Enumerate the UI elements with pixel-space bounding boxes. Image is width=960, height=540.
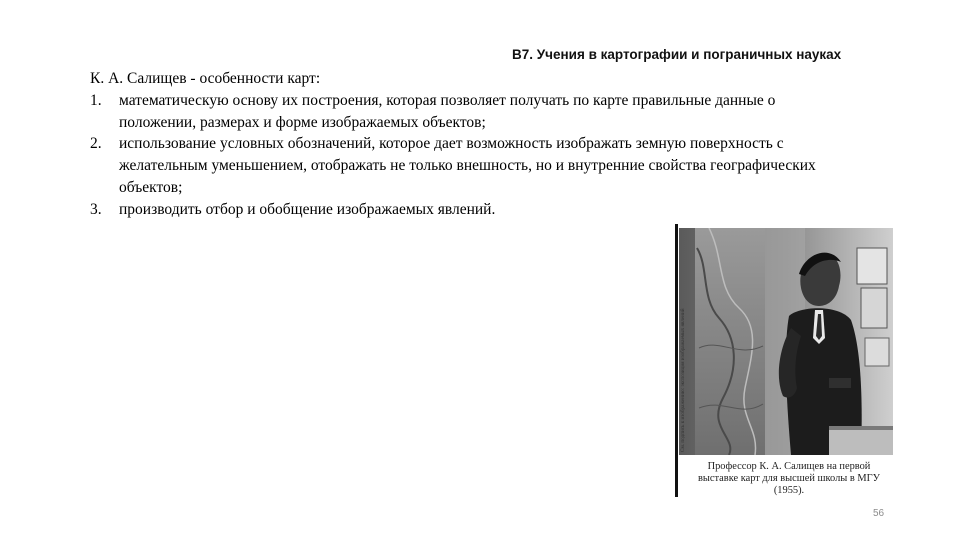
feature-list xyxy=(90,90,850,221)
list-number: 3. xyxy=(90,200,102,218)
intro-line: К. А. Салищев - особенности карт: xyxy=(90,70,321,87)
list-item xyxy=(90,199,850,221)
list-item-text: использование условных обозначений, которое дает возможность изображать земную поверхность с желательным уменьшением, отображать не только внешность, но и внутренние свойства географических объектов; xyxy=(119,135,816,196)
list-number: 1. xyxy=(90,91,102,109)
caption-line-2: выставке карт для высшей школы в МГУ xyxy=(698,473,880,484)
photo-figure xyxy=(675,224,893,497)
photo-illustration xyxy=(679,228,893,455)
caption-line-3: (1955). xyxy=(773,485,805,496)
list-item-text: производить отбор и обобщение изображаемых явлений. xyxy=(119,200,496,218)
slide-title: В7. Учения в картографии и пограничных науках xyxy=(512,47,842,62)
page-number: 56 xyxy=(873,508,885,519)
list-item xyxy=(90,90,850,134)
photo-caption xyxy=(689,461,889,497)
photo-salishchev xyxy=(679,228,893,455)
body-text xyxy=(90,68,850,221)
list-item xyxy=(90,133,850,198)
figure-left-rule xyxy=(675,224,678,497)
list-item-text: математическую основу их построения, которая позволяет получать по карте правильные данные о положении, размерах и форме изображаемых объектов; xyxy=(119,91,776,131)
list-number: 2. xyxy=(90,135,102,153)
caption-line-1: Профессор К. А. Салищев на первой xyxy=(707,461,871,472)
photo-side-text: См. подпись к изображению: экспозиция изображаемых явлений xyxy=(680,308,686,452)
